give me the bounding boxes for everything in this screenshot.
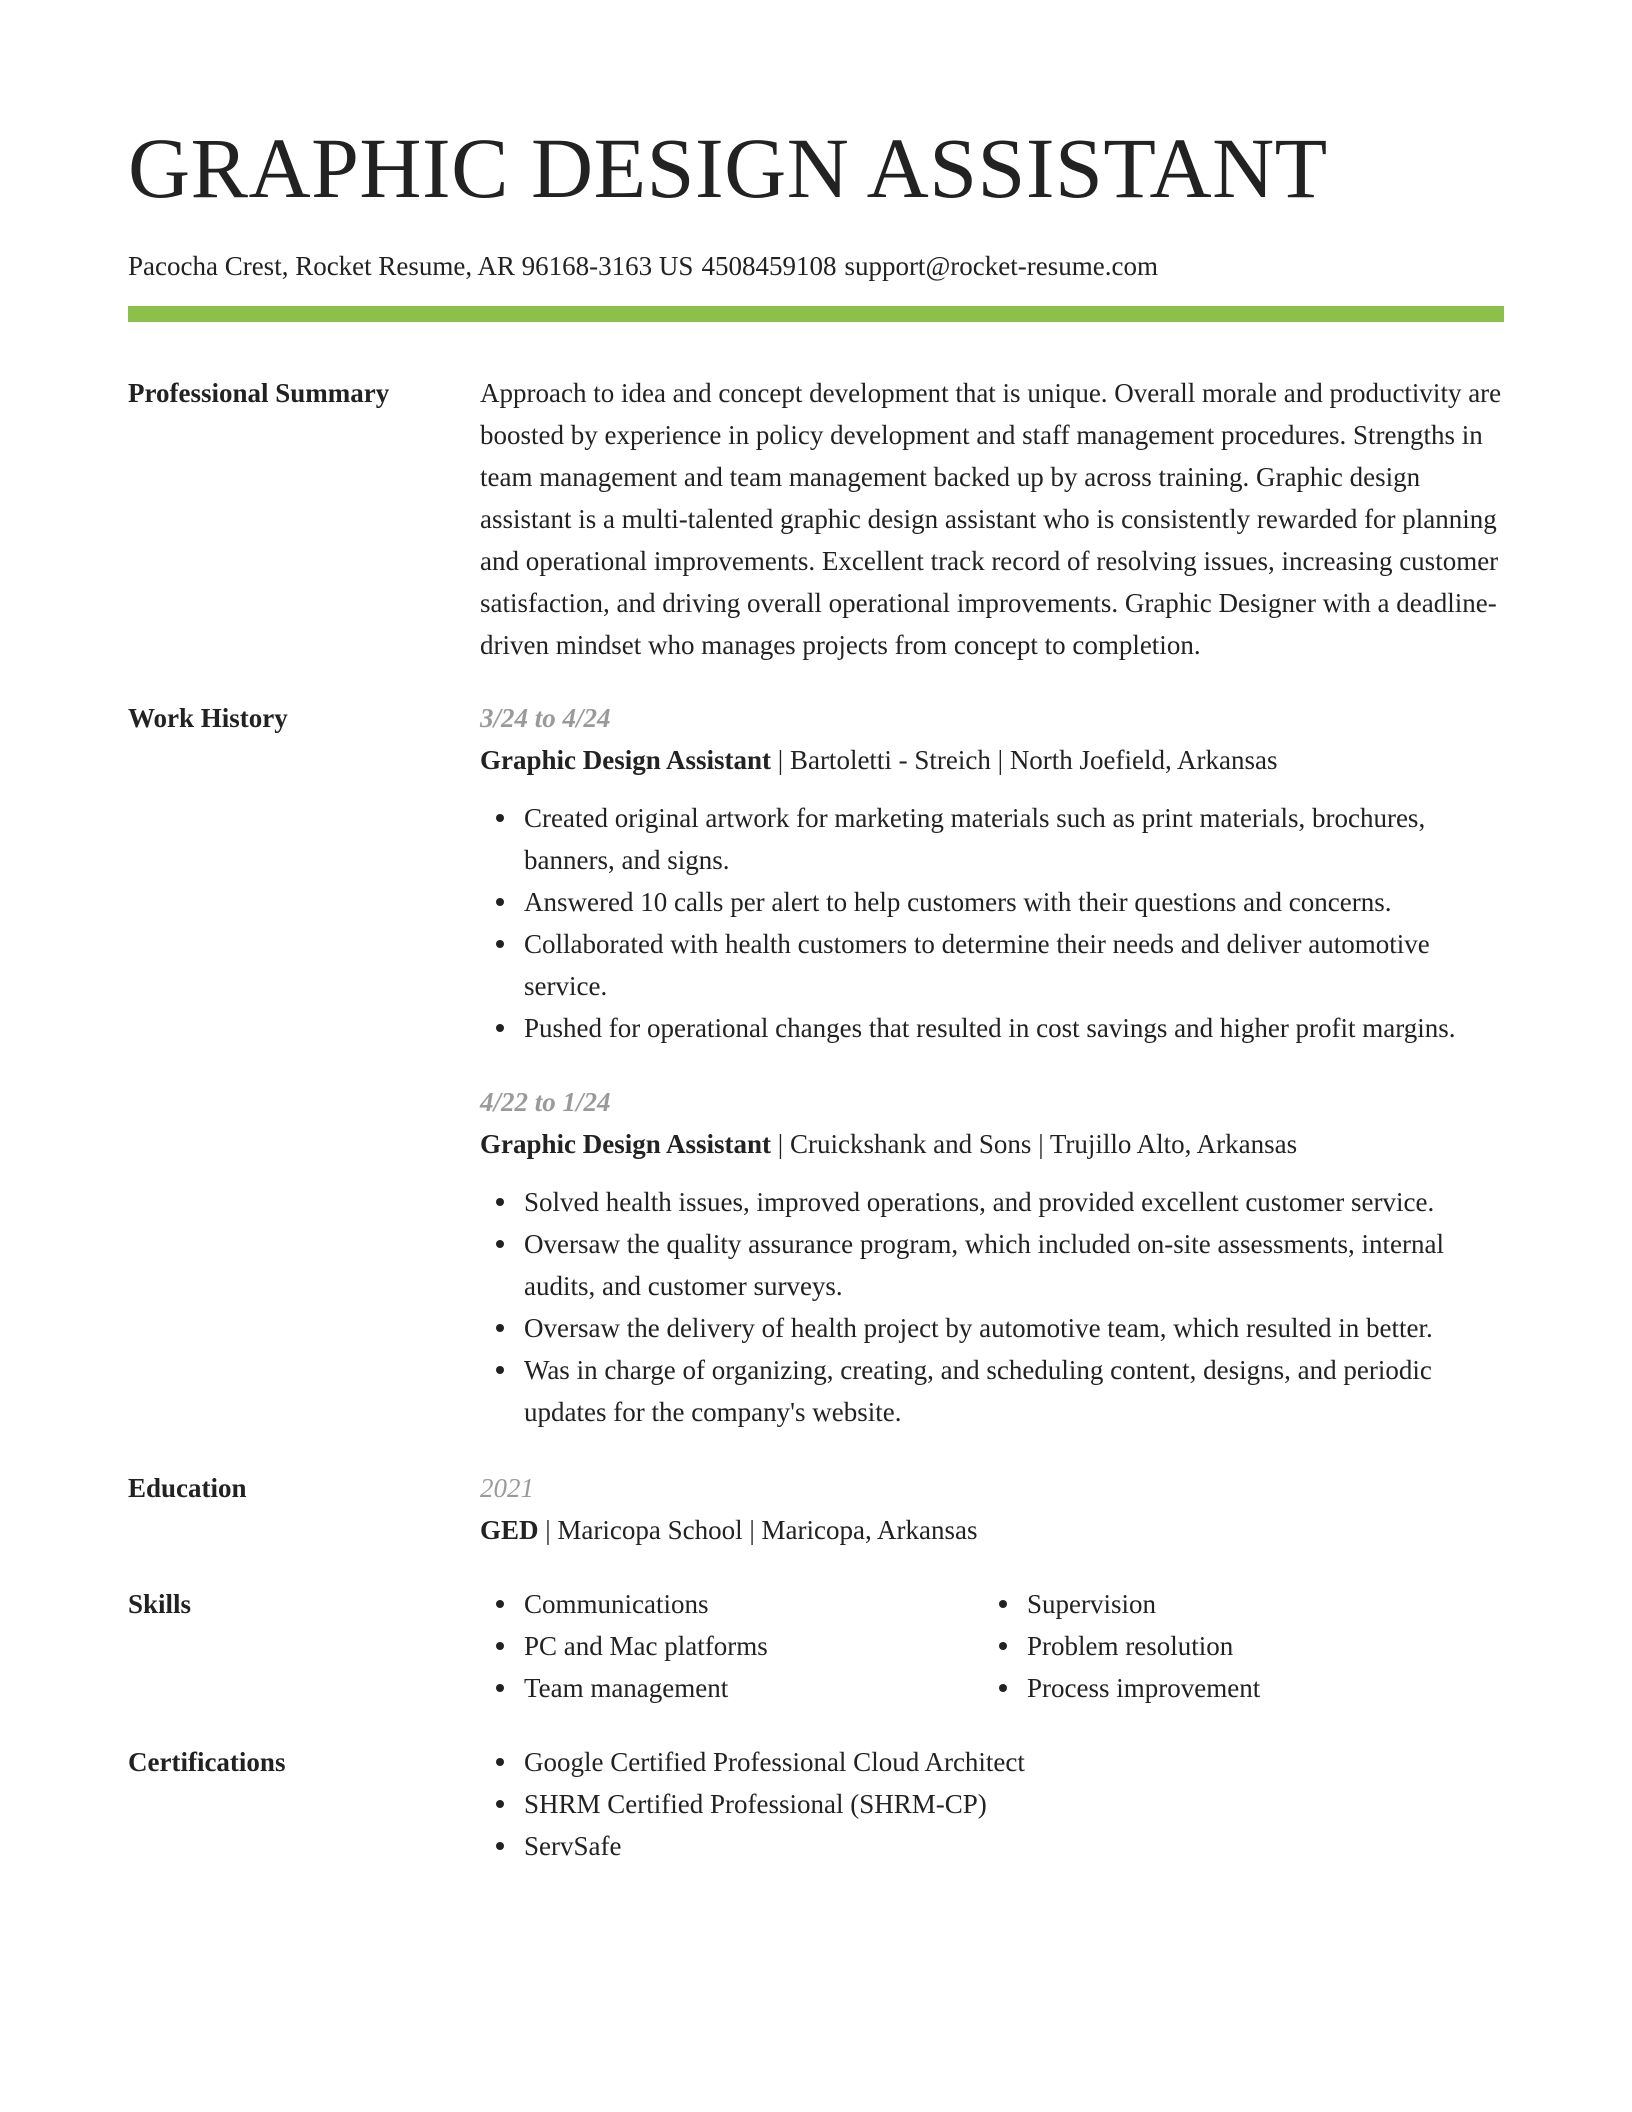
separator: | <box>742 1515 762 1545</box>
job-company: Bartoletti - Streich <box>789 745 991 775</box>
address: Pacocha Crest, Rocket Resume, AR 96168-3163 US <box>128 251 694 281</box>
job-entry <box>480 697 1504 1049</box>
job-location: North Joefield, Arkansas <box>1009 745 1278 775</box>
certifications-list <box>480 1741 1504 1867</box>
phone: 4508459108 <box>701 251 837 281</box>
skill-item: Problem resolution <box>1027 1625 1383 1667</box>
education-year: 2021 <box>480 1473 534 1503</box>
job-bullet: Was in charge of organizing, creating, and scheduling content, designs, and periodic updates for the company's website. <box>524 1349 1504 1433</box>
job-role: Graphic Design Assistant <box>480 745 772 775</box>
job-bullet: Solved health issues, improved operations, and provided excellent customer service. <box>524 1181 1504 1223</box>
job-bullet: Oversaw the quality assurance program, which included on-site assessments, internal audits, and customer surveys. <box>524 1223 1504 1307</box>
skills-section <box>128 1583 1504 1709</box>
job-dates: 4/22 to 1/24 <box>480 1087 611 1117</box>
education-body <box>480 1467 1504 1551</box>
summary-section <box>128 372 1504 666</box>
skills-list <box>480 1583 983 1709</box>
section-title-summary: Professional Summary <box>128 378 390 408</box>
job-location: Trujillo Alto, Arkansas <box>1049 1129 1298 1159</box>
education-school: Maricopa School <box>557 1515 743 1545</box>
certification-item: SHRM Certified Professional (SHRM-CP) <box>524 1783 1504 1825</box>
skills-grid <box>480 1583 1504 1709</box>
skill-item: Communications <box>524 1583 983 1625</box>
education-section <box>128 1467 1504 1551</box>
certification-item: ServSafe <box>524 1825 1504 1867</box>
section-title-education: Education <box>128 1473 247 1503</box>
job-bullet: Collaborated with health customers to determine their needs and deliver automotive service. <box>524 923 1504 1007</box>
job-bullets <box>480 797 1504 1049</box>
separator: | <box>771 1129 790 1159</box>
separator: | <box>771 745 790 775</box>
job-bullet: Created original artwork for marketing materials such as print materials, brochures, banners, and signs. <box>524 797 1504 881</box>
job-bullet: Pushed for operational changes that resulted in cost savings and higher profit margins. <box>524 1007 1504 1049</box>
email: support@rocket-resume.com <box>844 251 1158 281</box>
job-role: Graphic Design Assistant <box>480 1129 772 1159</box>
candidate-name: GRAPHIC DESIGN ASSISTANT <box>128 120 1328 216</box>
skills-list <box>983 1583 1383 1709</box>
job-bullet: Oversaw the delivery of health project by automotive team, which resulted in better. <box>524 1307 1504 1349</box>
contact-line <box>128 246 1504 286</box>
education-line <box>480 1509 1504 1551</box>
job-bullet: Answered 10 calls per alert to help customers with their questions and concerns. <box>524 881 1504 923</box>
separator: | <box>538 1515 558 1545</box>
resume-page <box>128 0 1504 1867</box>
skills-column <box>983 1583 1383 1709</box>
certifications-body <box>480 1741 1504 1867</box>
separator: | <box>990 745 1010 775</box>
section-title-skills: Skills <box>128 1589 192 1619</box>
job-company: Cruickshank and Sons <box>789 1129 1032 1159</box>
summary-text: Approach to idea and concept development that is unique. Overall morale and productivity are boosted by experience in policy development and staff management procedures. Strengths in team management and team management backed up by across training. Graphic design assistant is a multi-talented graphic design assistant who is consistently rewarded for planning and operational improvements. Excellent track record of resolving issues, increasing customer satisfaction, and driving overall operational improvements. Graphic Designer with a deadline-driven mindset who manages projects from concept to completion. <box>480 378 1502 660</box>
job-bullets <box>480 1181 1504 1433</box>
summary-body <box>480 372 1504 666</box>
skills-body <box>480 1583 1504 1709</box>
education-degree: GED <box>480 1515 539 1545</box>
job-entry <box>480 1081 1504 1433</box>
education-location: Maricopa, Arkansas <box>761 1515 978 1545</box>
skill-item: PC and Mac platforms <box>524 1625 983 1667</box>
section-title-work: Work History <box>128 703 288 733</box>
job-dates: 3/24 to 4/24 <box>480 703 611 733</box>
header-divider <box>128 306 1504 322</box>
work-history-body <box>480 697 1504 1433</box>
skill-item: Team management <box>524 1667 983 1709</box>
skills-column <box>480 1583 983 1709</box>
certifications-section <box>128 1741 1504 1867</box>
section-title-certifications: Certifications <box>128 1747 286 1777</box>
skill-item: Supervision <box>1027 1583 1383 1625</box>
job-title-line <box>480 1123 1504 1165</box>
certification-item: Google Certified Professional Cloud Architect <box>524 1741 1504 1783</box>
separator: | <box>1031 1129 1050 1159</box>
work-history-section <box>128 697 1504 1433</box>
skill-item: Process improvement <box>1027 1667 1383 1709</box>
job-title-line <box>480 739 1504 781</box>
